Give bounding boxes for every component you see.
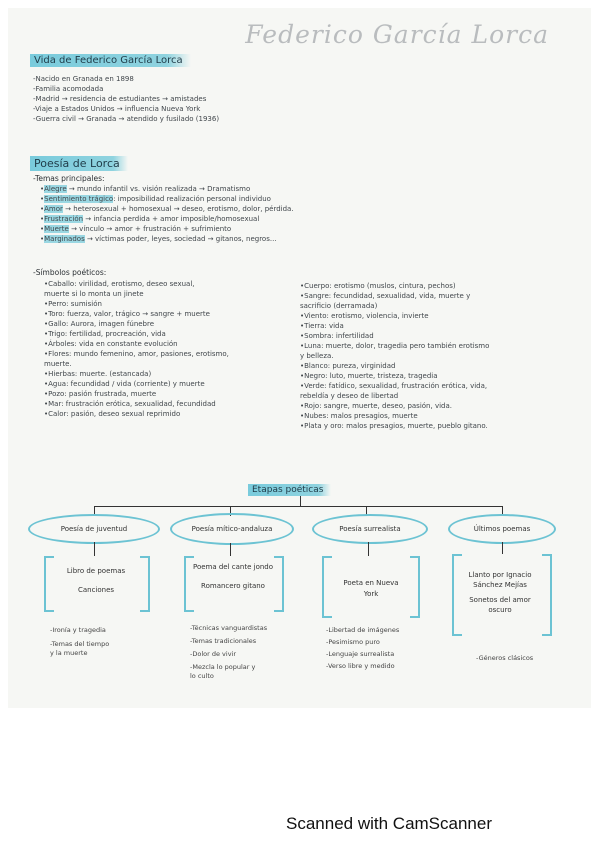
- etapa-oval: Poesía surrealista: [312, 514, 428, 544]
- feature-item: -Ironía y tragedia: [50, 626, 106, 634]
- etapa-oval: Poesía mítico-andaluza: [170, 513, 294, 545]
- tema-item: •Amor → heterosexual + homosexual → deseo, erotismo, dolor, pérdida.: [40, 205, 294, 213]
- simbolo-item: muerte si lo monta un jinete: [44, 290, 144, 298]
- vida-header: Vida de Federico García Lorca: [30, 54, 191, 67]
- feature-item: -Libertad de imágenes: [326, 626, 400, 634]
- work-title: oscuro: [488, 606, 512, 614]
- work-title: York: [363, 590, 379, 598]
- simbolo-item: •Hierbas: muerte. (estancada): [44, 370, 152, 378]
- simbolo-item: •Rojo: sangre, muerte, deseo, pasión, vida.: [300, 402, 452, 410]
- simbolo-item: •Árboles: vida en constante evolución: [44, 340, 178, 348]
- bracket-right: [274, 556, 284, 612]
- page-title: Federico García Lorca: [245, 20, 549, 49]
- simbolo-item: •Negro: luto, muerte, tristeza, tragedia: [300, 372, 438, 380]
- simbolo-item: •Luna: muerte, dolor, tragedia pero también erotismo: [300, 342, 490, 350]
- work-title: Canciones: [77, 586, 115, 594]
- simbolo-item: •Caballo: virilidad, erotismo, deseo sexual,: [44, 280, 195, 288]
- features-list: [50, 626, 109, 658]
- features-list: [190, 624, 267, 681]
- poesia-header: Poesía de Lorca: [30, 156, 128, 171]
- scanner-watermark: Scanned with CamScanner: [286, 814, 493, 833]
- tema-item: •Marginados → víctimas poder, leyes, sociedad → gitanos, negros...: [40, 235, 277, 243]
- work-title: Poema del cante jondo: [192, 563, 274, 571]
- feature-item: y la muerte: [50, 649, 88, 657]
- feature-item: -Lenguaje surrealista: [326, 650, 395, 658]
- simbolos-header: -Símbolos poéticos:: [33, 268, 107, 277]
- work-title: Llanto por Ignacio: [468, 571, 532, 579]
- simbolo-item: sacrificio (derramada): [300, 302, 378, 310]
- etapa-oval: Poesía de juventud: [28, 514, 160, 544]
- connector: [94, 506, 502, 507]
- vida-item: -Familia acomodada: [33, 85, 104, 93]
- simbolo-item: •Pozo: pasión frustrada, muerte: [44, 390, 157, 398]
- simbolo-item: •Gallo: Aurora, imagen fúnebre: [44, 320, 155, 328]
- vida-item: -Guerra civil → Granada → atendido y fusilado (1936): [33, 115, 220, 123]
- vida-item: -Viaje a Estados Unidos → influencia Nueva York: [33, 105, 201, 113]
- connector: [300, 496, 301, 506]
- works-list: [192, 562, 274, 592]
- simbolo-item: •Mar: frustración erótica, sexualidad, fecundidad: [44, 400, 216, 408]
- vida-list: [33, 74, 219, 124]
- work-title: Poeta en Nueva: [343, 579, 399, 587]
- feature-item: -Verso libre y medido: [326, 662, 395, 670]
- features-list: [476, 654, 533, 663]
- simbolo-item: •Tierra: vida: [300, 322, 344, 330]
- simbolo-item: muerte.: [44, 360, 72, 368]
- work-title: Libro de poemas: [66, 567, 126, 575]
- etapa-oval: Últimos poemas: [448, 514, 556, 544]
- connector: [368, 542, 369, 556]
- features-list: [326, 626, 399, 671]
- works-list: [332, 578, 410, 600]
- temas-header: -Temas principales:: [33, 174, 105, 183]
- simbolo-item: •Verde: fatídico, sexualidad, frustración erótica, vida,: [300, 382, 488, 390]
- feature-item: -Dolor de vivir: [190, 650, 237, 658]
- feature-item: -Temas tradicionales: [190, 637, 257, 645]
- tema-item: •Frustración → infancia perdida + amor imposible/homosexual: [40, 215, 260, 223]
- simbolo-item: •Trigo: fertilidad, procreación, vida: [44, 330, 166, 338]
- connector: [502, 542, 503, 554]
- work-title: Sánchez Mejías: [473, 581, 527, 589]
- work-title: Romancero gitano: [201, 582, 265, 590]
- etapas-header: Etapas poéticas: [248, 484, 331, 496]
- tema-item: •Muerte → vínculo → amor + frustración + sufrimiento: [40, 225, 232, 233]
- bracket-right: [140, 556, 150, 612]
- vida-item: -Madrid → residencia de estudiantes → amistades: [33, 95, 207, 103]
- simbolo-item: y belleza.: [300, 352, 334, 360]
- simbolos-right-list: [300, 281, 489, 431]
- bracket-right: [542, 554, 552, 636]
- tema-item: •Alegre → mundo infantil vs. visión realizada → Dramatismo: [40, 185, 251, 193]
- simbolo-item: •Perro: sumisión: [44, 300, 102, 308]
- feature-item: -Géneros clásicos: [476, 654, 534, 662]
- bracket-left: [322, 556, 332, 618]
- simbolo-item: •Agua: fecundidad / vida (corriente) y muerte: [44, 380, 205, 388]
- vida-item: -Nacido en Granada en 1898: [33, 75, 134, 83]
- simbolo-item: •Toro: fuerza, valor, trágico → sangre + muerte: [44, 310, 210, 318]
- bracket-right: [410, 556, 420, 618]
- works-list: [458, 570, 542, 615]
- feature-item: -Mezcla lo popular y: [190, 663, 256, 671]
- simbolo-item: •Blanco: pureza, virginidad: [300, 362, 396, 370]
- feature-item: -Pesimismo puro: [326, 638, 380, 646]
- simbolo-item: •Plata y oro: malos presagios, muerte, pueblo gitano.: [300, 422, 488, 430]
- connector: [94, 542, 95, 556]
- tema-item: •Sentimiento trágico: imposibilidad realización personal individuo: [40, 195, 271, 203]
- simbolo-item: •Flores: mundo femenino, amor, pasiones, erotismo,: [44, 350, 229, 358]
- works-list: [52, 566, 140, 596]
- simbolo-item: •Calor: pasión, deseo sexual reprimido: [44, 410, 181, 418]
- simbolo-item: •Nubes: malos presagios, muerte: [300, 412, 418, 420]
- temas-list: [40, 184, 294, 244]
- work-title: Sonetos del amor: [469, 596, 531, 604]
- simbolo-item: •Sombra: infertilidad: [300, 332, 374, 340]
- connector: [230, 543, 231, 556]
- feature-item: lo culto: [190, 672, 214, 680]
- feature-item: -Técnicas vanguardistas: [190, 624, 268, 632]
- simbolo-item: •Cuerpo: erotismo (muslos, cintura, pechos): [300, 282, 456, 290]
- simbolo-item: •Sangre: fecundidad, sexualidad, vida, muerte y: [300, 292, 471, 300]
- simbolo-item: •Viento: erotismo, violencia, invierte: [300, 312, 429, 320]
- simbolos-left-list: [44, 279, 229, 419]
- simbolo-item: rebeldía y deseo de libertad: [300, 392, 399, 400]
- feature-item: -Temas del tiempo: [50, 640, 110, 648]
